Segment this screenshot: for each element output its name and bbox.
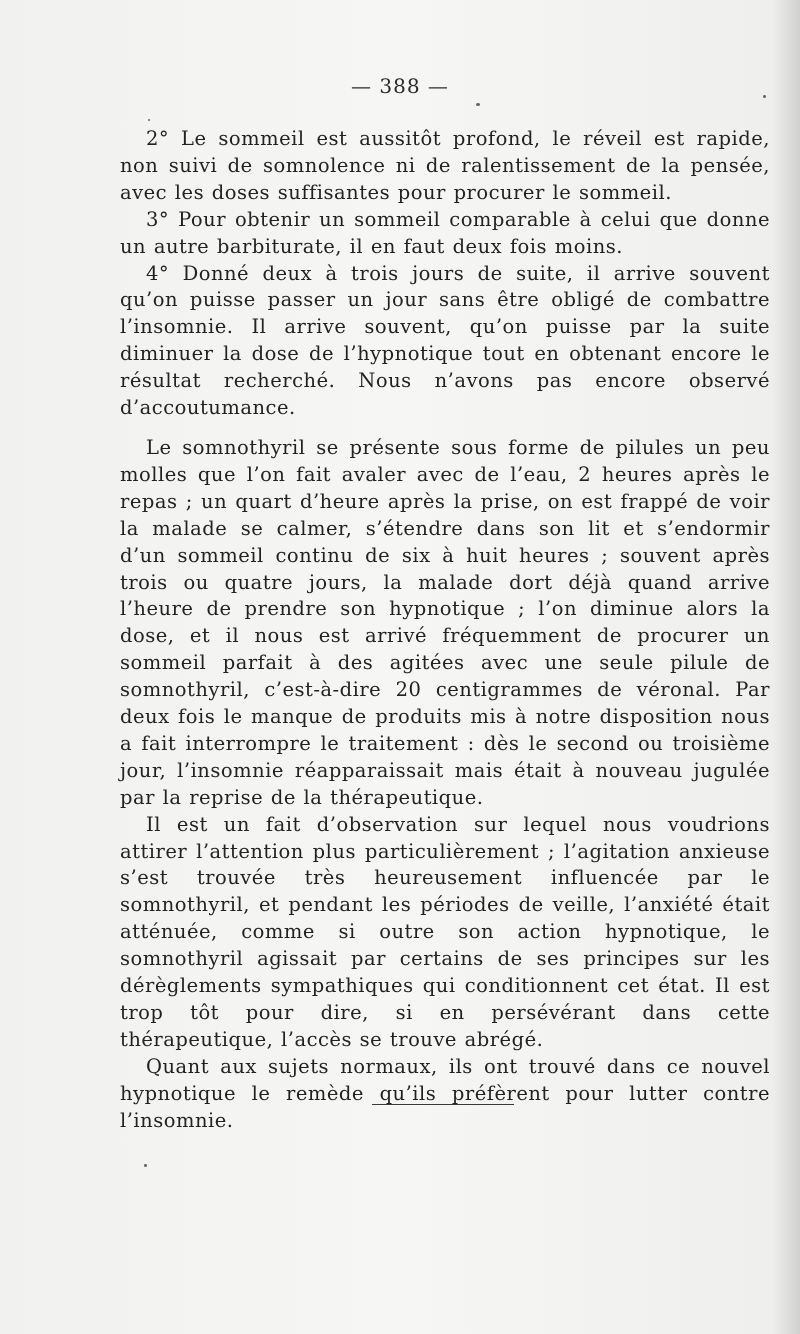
- print-speck: [148, 119, 150, 121]
- paragraph-anxiety-observation: Il est un fait d’observation sur lequel nous voudrions attirer l’attention plus particulièrement ; l’agitation anxieuse s’est trouvée très heureusement influencée par le somnothyril, et pendant les périodes de veille, l’anxiété était atténuée, comme si outre son action hypnotique, le somnothyril agissait par certains de ses principes sur les dérèglements sympathiques qui conditionnent cet état. Il est trop tôt pour dire, si en persévérant dans cette thérapeutique, l’accès se trouve abrégé.: [120, 812, 770, 1051]
- print-speck: [144, 1164, 147, 1167]
- paragraph-somnothyril-description: Le somnothyril se présente sous forme de pilules un peu molles que l’on fait avaler avec de l’eau, 2 heures après le repas ; un quart d’heure après la prise, on est frappé de voir la malade se calmer, s’étendre dans son lit et s’endormir d’un sommeil continu de six à huit heures ; souvent après trois ou quatre jours, la malade dort déjà quand arrive l’heure de prendre son hypnotique ; l’on diminue alors la dose, et il nous est arrivé fréquemment de procurer un sommeil parfait à des agitées avec une seule pilule de somnothyril, c’est-à-dire 20 centigrammes de véronal. Par deux fois le manque de produits mis à notre disposition nous a fait interrompre le traitement : dès le second ou troisième jour, l’insomnie réapparaissait mais était à nouveau jugulée par la reprise de la thérapeutique.: [120, 435, 770, 809]
- print-speck: [763, 95, 766, 98]
- paragraph-point-4: 4° Donné deux à trois jours de suite, il arrive souvent qu’on puisse passer un jour sans être obligé de combattre l’insomnie. Il arrive souvent, qu’on puisse par la suite diminuer la dose de l’hypnotique tout en obtenant encore le résultat recherché. Nous n’avons pas encore observé d’accoutumance.: [120, 261, 770, 420]
- paragraph-point-3: 3° Pour obtenir un sommeil comparable à celui que donne un autre barbiturate, il en faut deux fois moins.: [120, 207, 770, 258]
- paragraph-normal-subjects: Quant aux sujets normaux, ils ont trouvé dans ce nouvel hypnotique le remède qu’ils préfèrent pour lutter contre l’insomnie.: [120, 1054, 770, 1132]
- print-speck: [476, 103, 480, 106]
- page-number: — 388 —: [351, 74, 449, 98]
- paragraph-point-2: 2° Le sommeil est aussitôt profond, le réveil est rapide, non suivi de somnolence ni de ralentissement de la pensée, avec les doses suffisantes pour procurer le sommeil.: [120, 127, 770, 204]
- section-end-rule: [372, 1104, 514, 1105]
- body-text: [120, 126, 770, 1135]
- page-edge-shadow: [774, 0, 800, 1334]
